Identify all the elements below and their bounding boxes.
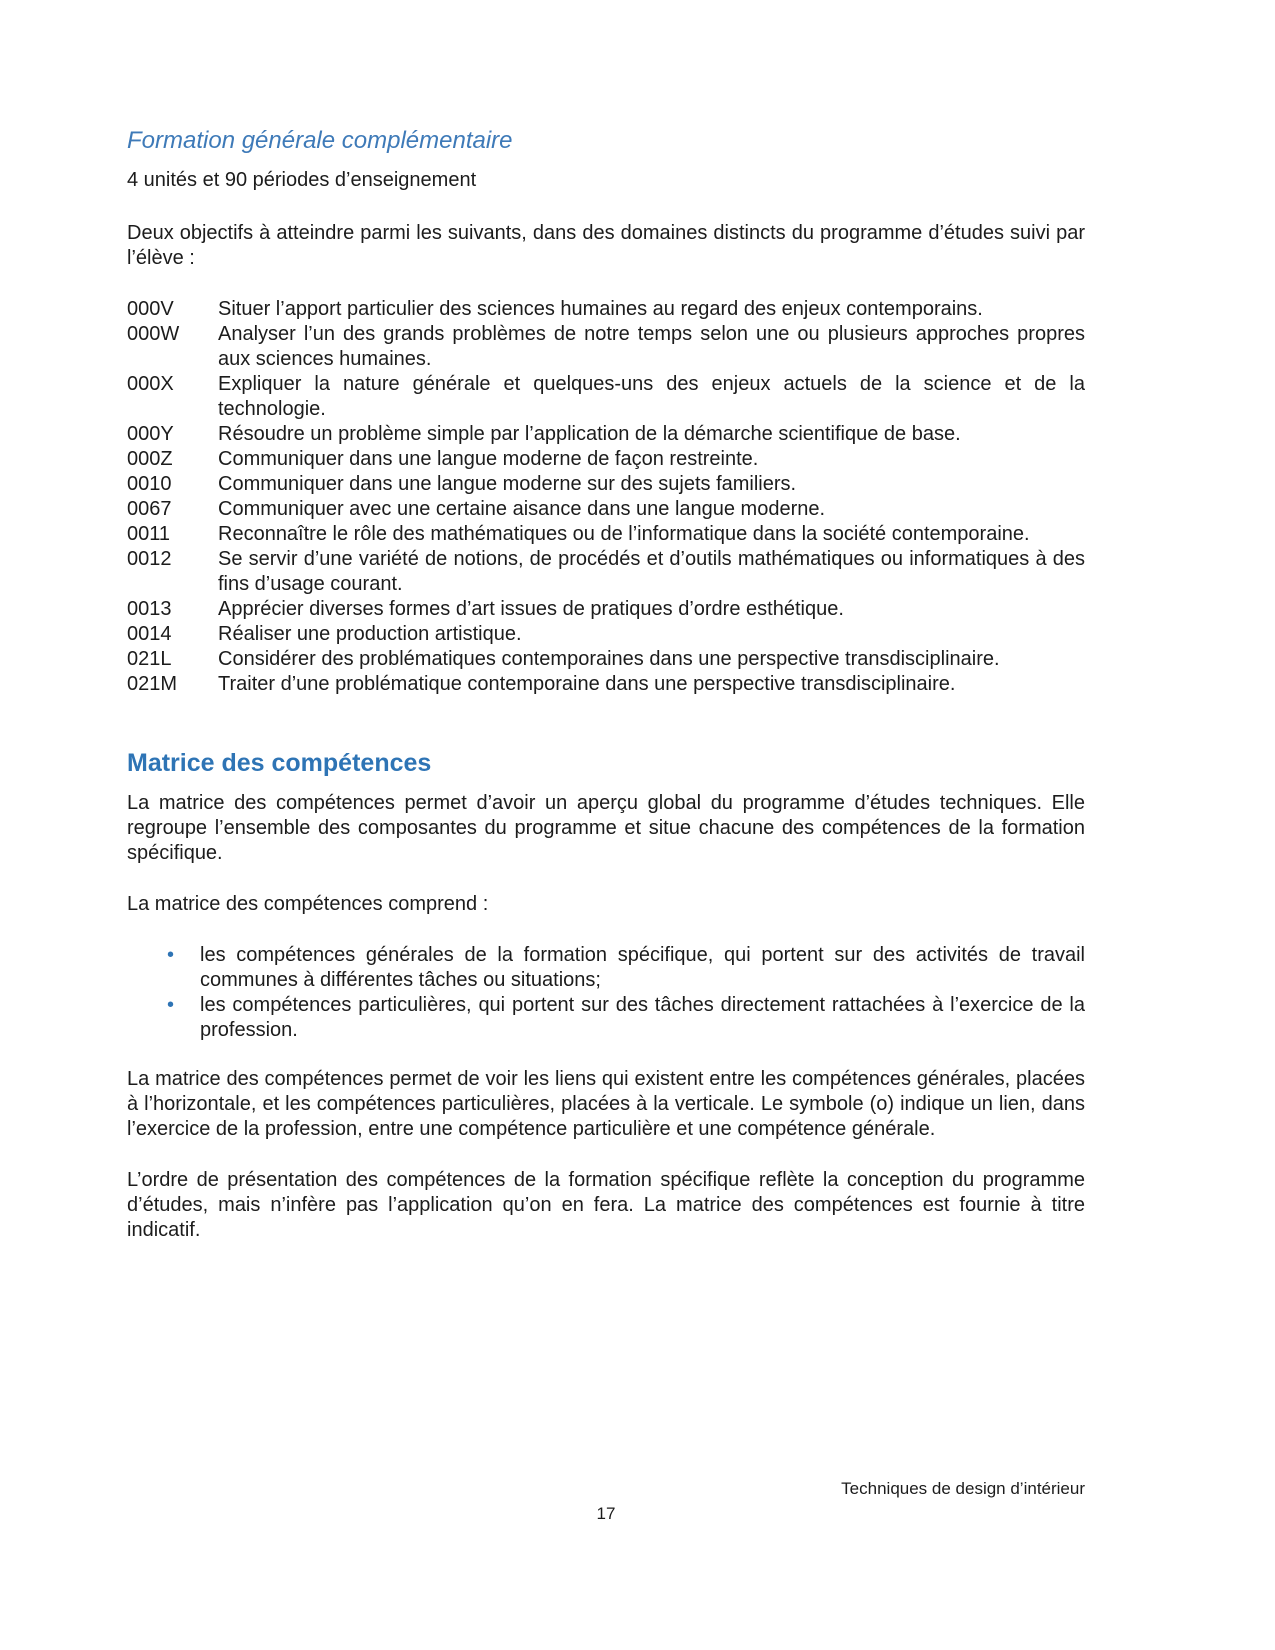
objective-text: Communiquer dans une langue moderne sur des sujets familiers.	[218, 473, 797, 495]
objective-row	[127, 372, 1085, 422]
objective-row	[127, 497, 1085, 522]
objective-code: 0013	[127, 598, 172, 620]
objective-code: 0067	[127, 498, 172, 520]
matrice-paragraph-3: L’ordre de présentation des compétences de la formation spécifique reflète la conception du programme d’études, mais n’infère pas l’application qu’on en fera. La matrice des compétences est fournie à titre indicatif.	[127, 1169, 1085, 1241]
objective-row	[127, 322, 1085, 372]
objective-text: Apprécier diverses formes d’art issues de pratiques d’ordre esthétique.	[218, 598, 844, 620]
bullet-item-text: les compétences générales de la formation spécifique, qui portent sur des activités de travail communes à différentes tâches ou situations;	[200, 944, 1085, 991]
matrice-lead-in: La matrice des compétences comprend :	[127, 893, 489, 915]
objective-text: Expliquer la nature générale et quelques-uns des enjeux actuels de la science et de la technologie.	[218, 373, 1085, 420]
objective-code: 000Y	[127, 423, 174, 445]
section-heading-matrice-des-competences: Matrice des compétences	[127, 749, 432, 777]
objective-row	[127, 472, 1085, 497]
objective-row	[127, 622, 1085, 647]
objective-text: Considérer des problématiques contemporaines dans une perspective transdisciplinaire.	[218, 648, 1000, 670]
bullet-dot-icon: •	[167, 994, 175, 1016]
objective-code: 0014	[127, 623, 172, 645]
bullet-item-text: les compétences particulières, qui portent sur des tâches directement rattachées à l’exercice de la profession.	[200, 994, 1085, 1041]
objective-code: 000Z	[127, 448, 173, 470]
objective-row	[127, 422, 1085, 447]
objective-text: Traiter d’une problématique contemporaine dans une perspective transdisciplinaire.	[218, 673, 956, 695]
matrice-paragraph-2: La matrice des compétences permet de voir les liens qui existent entre les compétences générales, placées à l’horizontale, et les compétences particulières, placées à la verticale. Le symbole (o) indique un lien, dans l’exercice de la profession, entre une compétence particulière et une compétence générale.	[127, 1068, 1085, 1140]
section-heading-formation-generale-complementaire: Formation générale complémentaire	[127, 127, 513, 154]
bullet-dot-icon: •	[167, 944, 175, 966]
objective-code: 0011	[127, 523, 171, 545]
objective-row	[127, 647, 1085, 672]
objective-code: 0012	[127, 548, 172, 570]
objective-row	[127, 297, 1085, 322]
objective-text: Communiquer dans une langue moderne de façon restreinte.	[218, 448, 759, 470]
objective-code: 021L	[127, 648, 172, 670]
objective-text: Reconnaître le rôle des mathématiques ou de l’informatique dans la société contemporaine.	[218, 523, 1030, 545]
objective-text: Situer l’apport particulier des sciences humaines au regard des enjeux contemporains.	[218, 298, 983, 320]
objective-code: 0010	[127, 473, 172, 495]
objective-text: Communiquer avec une certaine aisance dans une langue moderne.	[218, 498, 826, 520]
objective-text: Résoudre un problème simple par l’application de la démarche scientifique de base.	[218, 423, 961, 445]
objective-row	[127, 672, 1085, 697]
formation-units-periods-line: 4 unités et 90 périodes d’enseignement	[127, 169, 477, 191]
page-number: 17	[596, 1504, 616, 1523]
footer-document-title: Techniques de design d’intérieur	[841, 1479, 1085, 1498]
objective-row	[127, 547, 1085, 597]
objective-code: 000X	[127, 373, 174, 395]
page-footer	[127, 1478, 1085, 1525]
matrice-bullet-list	[127, 943, 1085, 1043]
objective-code: 021M	[127, 673, 178, 695]
bullet-item	[127, 993, 1085, 1043]
matrice-paragraph-1: La matrice des compétences permet d’avoir un aperçu global du programme d’études techniques. Elle regroupe l’ensemble des composantes du programme et situe chacune des compétences de la formation spécifique.	[127, 792, 1085, 864]
objective-row	[127, 447, 1085, 472]
objective-code: 000W	[127, 323, 180, 345]
objectives-list	[127, 297, 1085, 697]
objective-row	[127, 522, 1085, 547]
objective-text: Analyser l’un des grands problèmes de notre temps selon une ou plusieurs approches propres aux sciences humaines.	[218, 323, 1085, 370]
objective-text: Se servir d’une variété de notions, de procédés et d’outils mathématiques ou informatiques à des fins d’usage courant.	[218, 548, 1085, 595]
objective-text: Réaliser une production artistique.	[218, 623, 522, 645]
objective-code: 000V	[127, 298, 174, 320]
bullet-item	[127, 943, 1085, 993]
formation-intro-paragraph: Deux objectifs à atteindre parmi les suivants, dans des domaines distincts du programme d’études suivi par l’élève :	[127, 222, 1085, 269]
objective-row	[127, 597, 1085, 622]
